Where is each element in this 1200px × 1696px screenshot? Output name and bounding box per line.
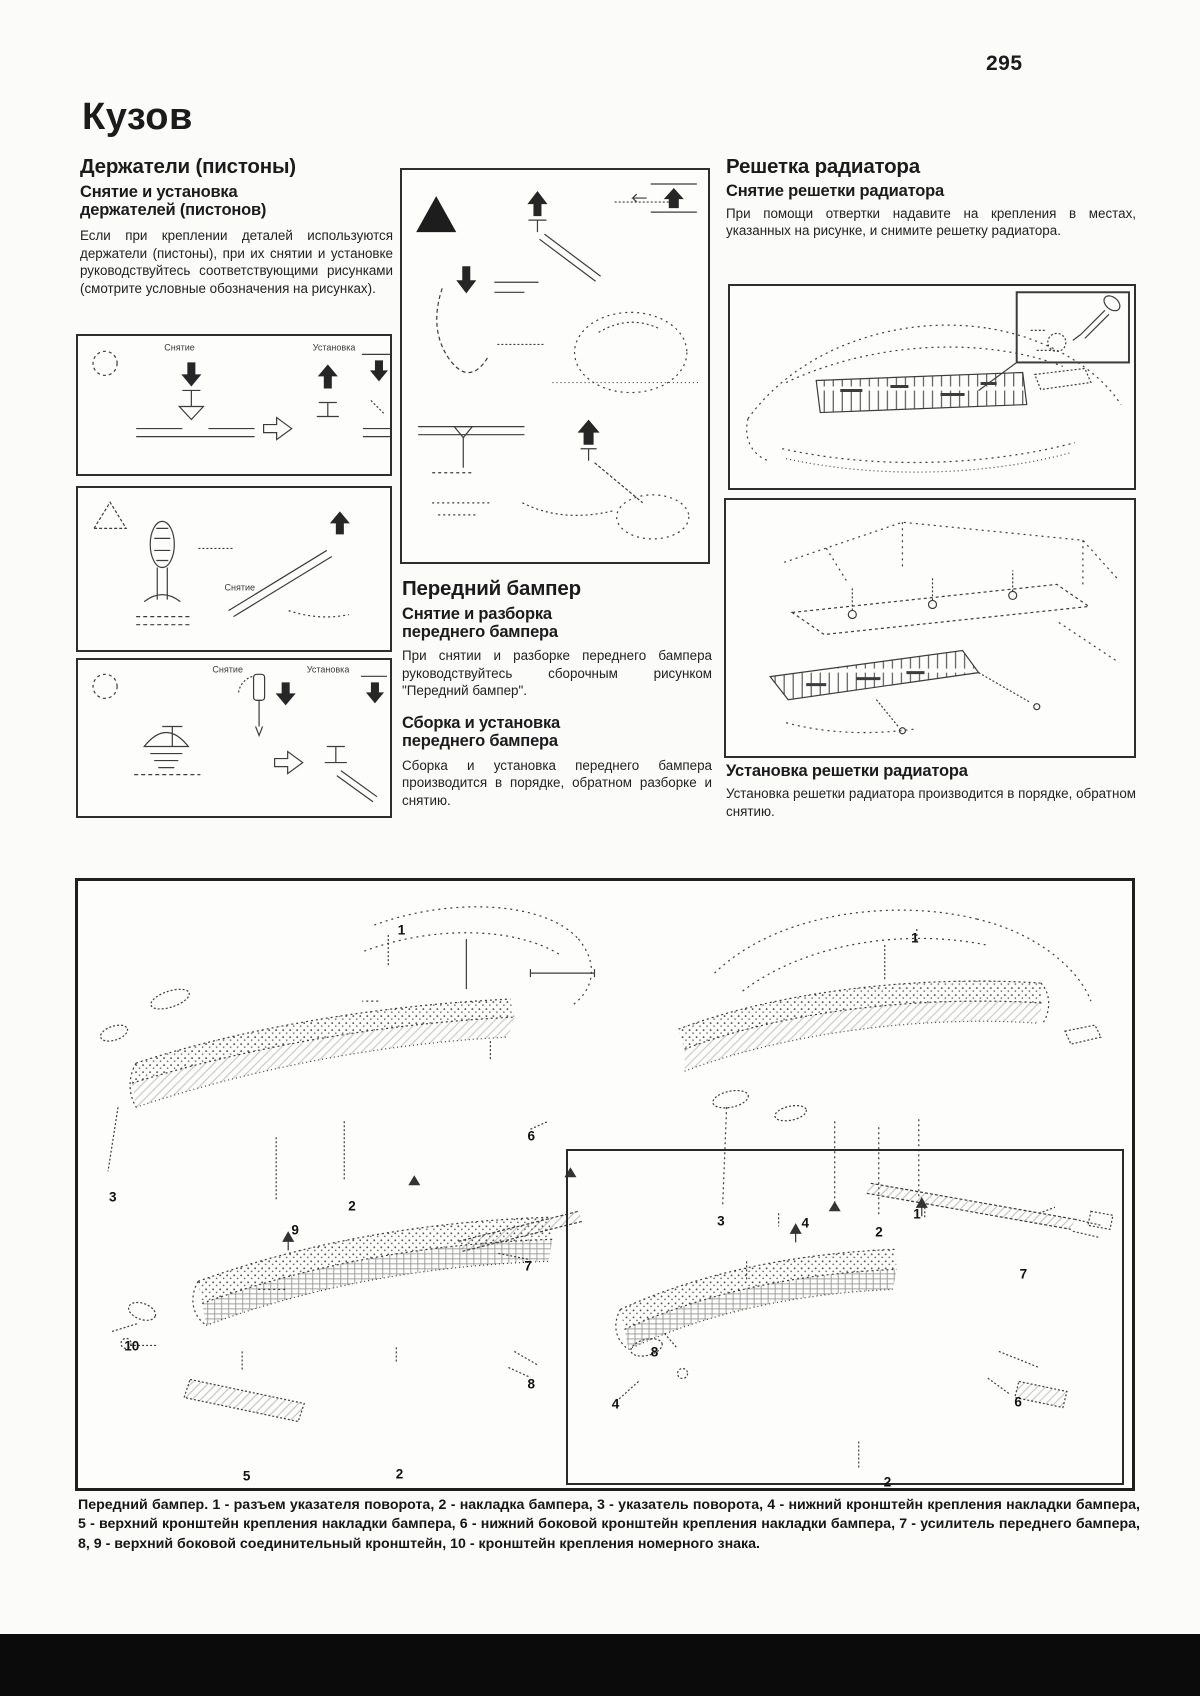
grille-removal-diagram bbox=[730, 286, 1134, 488]
front-bumper-removal-heading: Снятие и разборка переднего бампера bbox=[402, 604, 558, 641]
figure-callout-4: 4 bbox=[801, 1215, 810, 1231]
headlight-sketch bbox=[1035, 368, 1091, 389]
arrow-up-icon bbox=[664, 188, 684, 208]
figure-callout-1: 1 bbox=[911, 930, 919, 946]
figure-callout-9: 9 bbox=[291, 1222, 299, 1238]
front-bumper-heading: Передний бампер bbox=[402, 577, 581, 600]
clip-removal-install-diagram-1 bbox=[78, 336, 390, 474]
holders-figure-3 bbox=[76, 658, 392, 818]
figure-callout-2: 2 bbox=[395, 1466, 404, 1482]
front-bumper-assembly-body: Сборка и установка переднего бампера производится в порядке, обратном разборке и снятию. bbox=[402, 757, 712, 808]
figure-callout-5: 5 bbox=[242, 1468, 251, 1484]
arrow-down-icon bbox=[276, 682, 296, 705]
legend-circle-icon bbox=[93, 674, 117, 698]
figure-callout-7: 7 bbox=[1019, 1265, 1028, 1281]
figure-callout-10: 10 bbox=[124, 1338, 140, 1354]
figure-caption: Передний бампер. 1 - разъем указателя поворота, 2 - накладка бампера, 3 - указатель поворота, 4 - нижний кронштейн крепления накладки бампера, 5 - верхний кронштейн крепления накладки бампера, 6 - нижний боковой кронштейн крепления накладки бампера, 7 - усилитель переднего бампера, 8, 9 - верхний боковой соединительный кронштейн, 10 - кронштейн крепления номерного знака. bbox=[78, 1497, 1140, 1552]
legend-circle-icon bbox=[93, 351, 117, 375]
arrow-up-icon bbox=[578, 420, 600, 445]
figure-label-removal: Снятие bbox=[212, 664, 243, 675]
holders-section bbox=[80, 156, 393, 297]
figure-label-install: Установка bbox=[306, 664, 350, 675]
arrow-right-icon bbox=[275, 752, 303, 774]
page-title: Кузов bbox=[82, 96, 193, 138]
arrow-up-icon bbox=[527, 191, 547, 216]
front-bumper-exploded-figure bbox=[75, 878, 1135, 1491]
figure-callout-8: 8 bbox=[650, 1344, 659, 1360]
grille-exploded-figure bbox=[724, 498, 1136, 758]
radiator-grille-section bbox=[726, 156, 1136, 240]
figure-callout-4: 4 bbox=[611, 1395, 620, 1411]
holders-heading: Держатели (пистоны) bbox=[80, 155, 296, 178]
figure-callout-2: 2 bbox=[883, 1474, 892, 1490]
front-bumper-removal-body: При снятии и разборке переднего бампера руководствуйтесь сборочным рисунком "Передний бампер". bbox=[402, 648, 712, 699]
page-number: 295 bbox=[986, 52, 1023, 75]
front-bumper-assembly-heading: Сборка и установка переднего бампера bbox=[402, 713, 561, 751]
clip-removal-diagram-2 bbox=[78, 488, 390, 650]
figure-callout-1: 1 bbox=[913, 1205, 921, 1221]
screwdriver-icon bbox=[254, 674, 265, 700]
holders-figure-1 bbox=[76, 334, 392, 476]
arrow-up-icon bbox=[318, 364, 338, 388]
figure-label-install: Установка bbox=[312, 342, 356, 353]
grille-removal-heading: Снятие решетки радиатора bbox=[726, 181, 944, 200]
figure-callout-2: 2 bbox=[348, 1197, 356, 1213]
grille-install-heading: Установка решетки радиатора bbox=[726, 762, 968, 780]
figure-label-removal: Снятие bbox=[224, 582, 256, 593]
grille-install-body: Установка решетки радиатора производится в порядке, обратном снятию. bbox=[726, 786, 1136, 819]
grille-install-section bbox=[726, 762, 1136, 820]
arrow-down-icon bbox=[370, 360, 388, 381]
clip-removal-install-diagram-3 bbox=[78, 660, 390, 816]
figure-callout-3: 3 bbox=[109, 1188, 117, 1204]
figure-callout-3: 3 bbox=[717, 1213, 725, 1229]
figure-callout-6: 6 bbox=[1014, 1394, 1022, 1410]
figure-callout-1: 1 bbox=[397, 921, 406, 937]
arrow-down-icon bbox=[181, 362, 201, 386]
inset-detail-box bbox=[1017, 292, 1129, 362]
figure-label-removal: Снятие bbox=[164, 342, 195, 353]
figure-callout-7: 7 bbox=[524, 1258, 532, 1274]
front-bumper-section bbox=[402, 578, 712, 809]
arrow-down-icon bbox=[456, 266, 476, 293]
legend-triangle-icon bbox=[94, 502, 126, 528]
scan-edge-artifact bbox=[0, 1634, 1200, 1696]
grille-exploded-diagram bbox=[726, 500, 1134, 756]
clips-legend-figure bbox=[400, 168, 710, 564]
grille-removal-body: При помощи отвертки надавите на крепления в местах, указанных на рисунке, и снимите решетку радиатора. bbox=[726, 205, 1136, 239]
clip-types-diagram bbox=[402, 170, 708, 562]
arrow-right-icon bbox=[264, 418, 292, 440]
arrow-up-icon bbox=[330, 511, 350, 534]
grille-removal-figure bbox=[728, 284, 1136, 490]
arrow-down-icon bbox=[366, 682, 384, 703]
bottom-figure-callouts bbox=[78, 881, 1132, 1488]
figure-callout-2: 2 bbox=[875, 1224, 883, 1240]
holders-figure-2 bbox=[76, 486, 392, 652]
holders-body: Если при креплении деталей используются держатели (пистоны), при их снятии и установке руководствуйтесь соответствующими рисунками (смотрите условные обозначения на рисунках). bbox=[80, 228, 393, 296]
figure-callout-8: 8 bbox=[527, 1375, 535, 1391]
figure-callout-6: 6 bbox=[527, 1128, 535, 1144]
radiator-grille-heading: Решетка радиатора bbox=[726, 155, 920, 178]
holders-subheading: Снятие и установка держателей (пистонов) bbox=[80, 182, 267, 219]
warning-triangle-icon bbox=[416, 196, 456, 232]
